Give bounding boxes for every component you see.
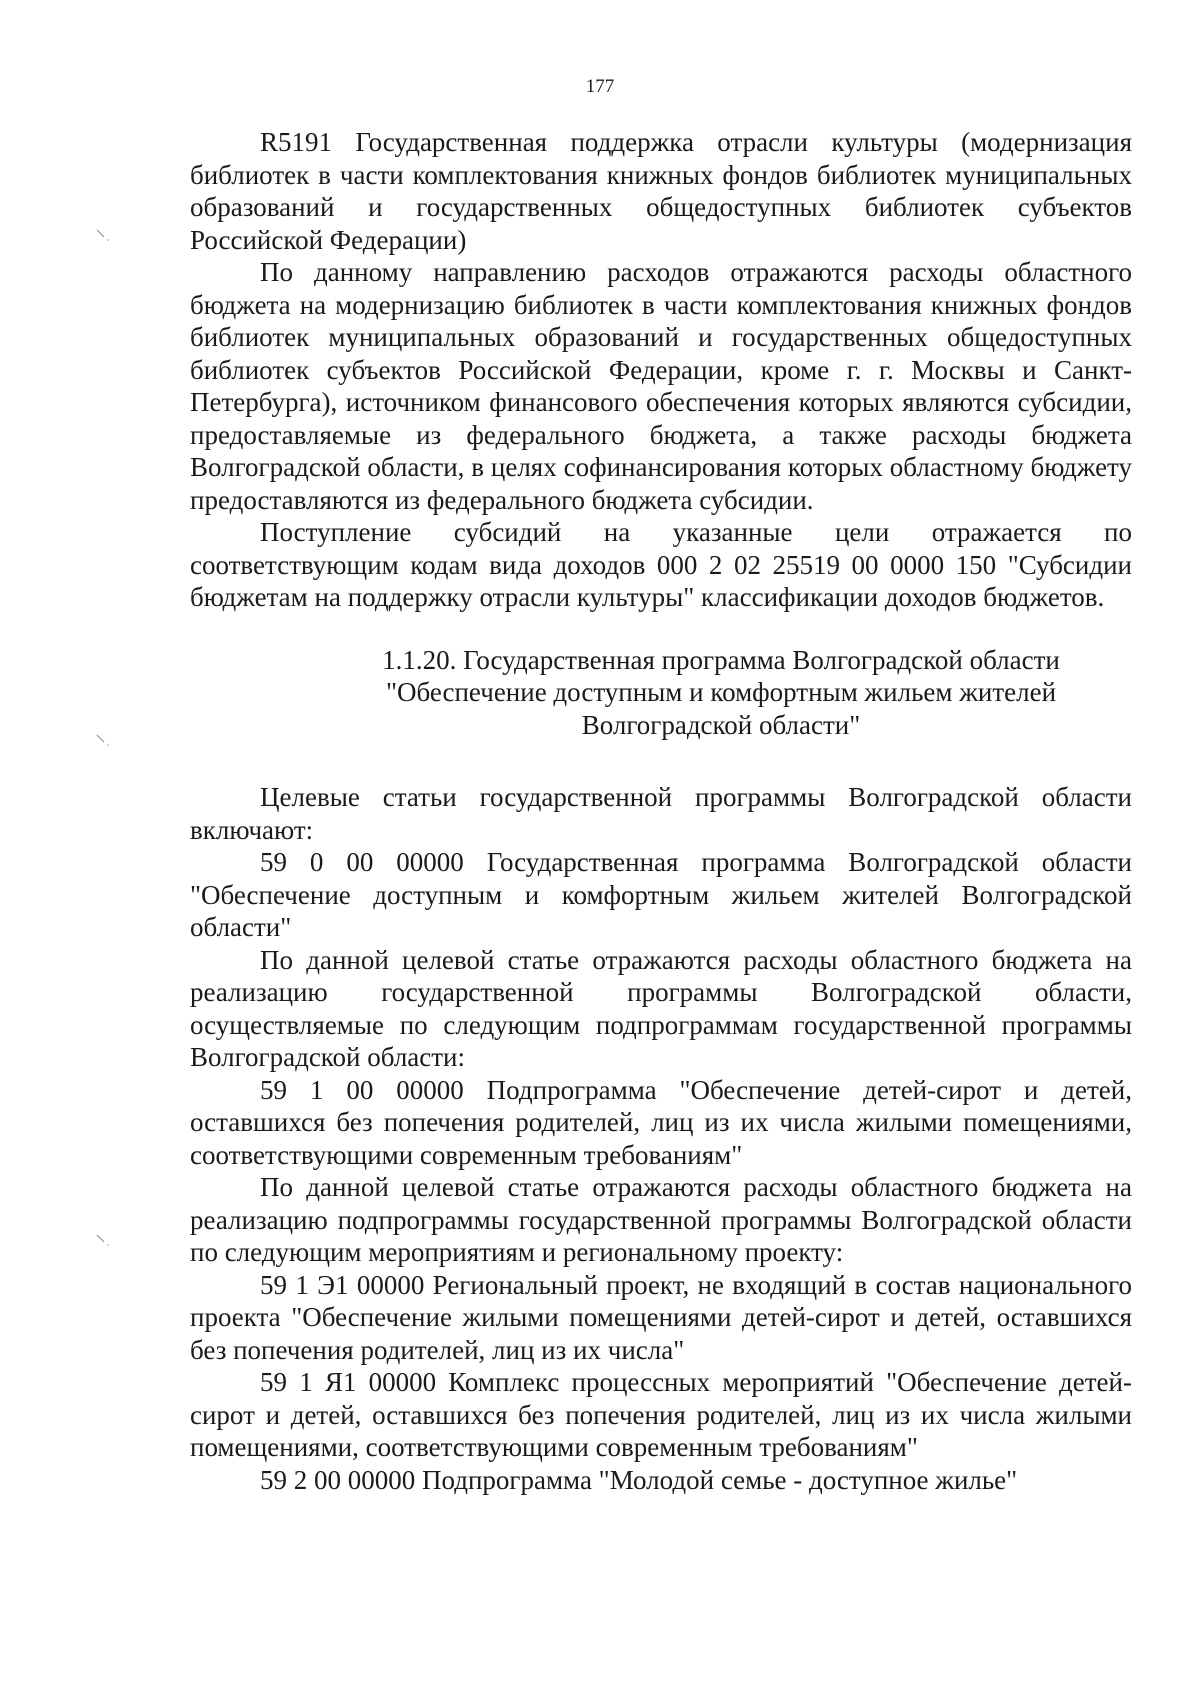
scan-mark-1 [96,228,110,242]
paragraph-code-59-0: 59 0 00 00000 Государственная программа Волгоградской области "Обеспечение доступным и комфортным жильем жителей Волгоградской области" [190,847,1132,942]
paragraph-code-59-1-ya1: 59 1 Я1 00000 Комплекс процессных мероприятий "Обеспечение детей-сирот и детей, оставшихся без попечения родителей, лиц из их числа жилыми помещениями, соответствующими современным требованиям" [190,1367,1132,1462]
paragraph-subprogram-expenses: По данной целевой статье отражаются расходы областного бюджета на реализацию подпрограммы государственной программы Волгоградской области по следующим мероприятиям и региональному проекту: [190,1172,1132,1267]
section-heading-line-1: 1.1.20. Государственная программа Волгоградской области [382,644,1060,675]
paragraph-code-59-1: 59 1 00 00000 Подпрограмма "Обеспечение детей-сирот и детей, оставшихся без попечения родителей, лиц из их числа жилыми помещениями, соответствующими современным требованиям" [190,1074,1132,1170]
scan-mark-3 [96,1233,110,1247]
section-heading-line-2: "Обеспечение доступным и комфортным жильем жителей [385,677,1057,707]
page-number: 177 [585,76,615,97]
paragraph-r5191-description: По данному направлению расходов отражаются расходы областного бюджета на модернизацию библиотек в части комплектования книжных фондов библиотек муниципальных образований и государственных общедоступных библиотек субъектов Российской Федерации, кроме г. г. Москвы и Санкт-Петербурга), источником финансового обеспечения которых являются субсидии, предоставляемые из федерального бюджета, а также расходы бюджета Волгоградской области, в целях софинансирования которых областному бюджету предоставляются из федерального бюджета субсидии. [190,257,1132,515]
paragraph-code-59-1-e1: 59 1 Э1 00000 Региональный проект, не входящий в состав национального проекта "Обеспечение жилыми помещениями детей-сирот и детей, оставшихся без попечения родителей, лиц из их числа" [190,1269,1132,1365]
document-body [190,126,1132,1496]
section-heading-line-3: Волгоградской области" [581,709,861,740]
scan-mark-2 [96,733,110,747]
paragraph-subsidy-income-codes: Поступление субсидий на указанные цели отражается по соответствующим кодам вида доходов 000 2 02 25519 00 0000 150 "Субсидии бюджетам на поддержку отрасли культуры" классификации доходов бюджетов. [190,517,1132,612]
paragraph-program-expenses: По данной целевой статье отражаются расходы областного бюджета на реализацию государственной программы Волгоградской области, осуществляемые по следующим подпрограммам государственной программы Волгоградской области: [190,944,1132,1072]
paragraph-target-articles-intro: Целевые статьи государственной программы Волгоградской области включают: [190,782,1132,845]
paragraph-r5191-title: R5191 Государственная поддержка отрасли культуры (модернизация библиотек в части комплектования книжных фондов библиотек муниципальных образований и государственных общедоступных библиотек субъектов Российской Федерации) [190,127,1132,255]
section-heading [190,644,1132,742]
paragraph-code-59-2: 59 2 00 00000 Подпрограмма "Молодой семье - доступное жилье" [260,1464,1018,1495]
